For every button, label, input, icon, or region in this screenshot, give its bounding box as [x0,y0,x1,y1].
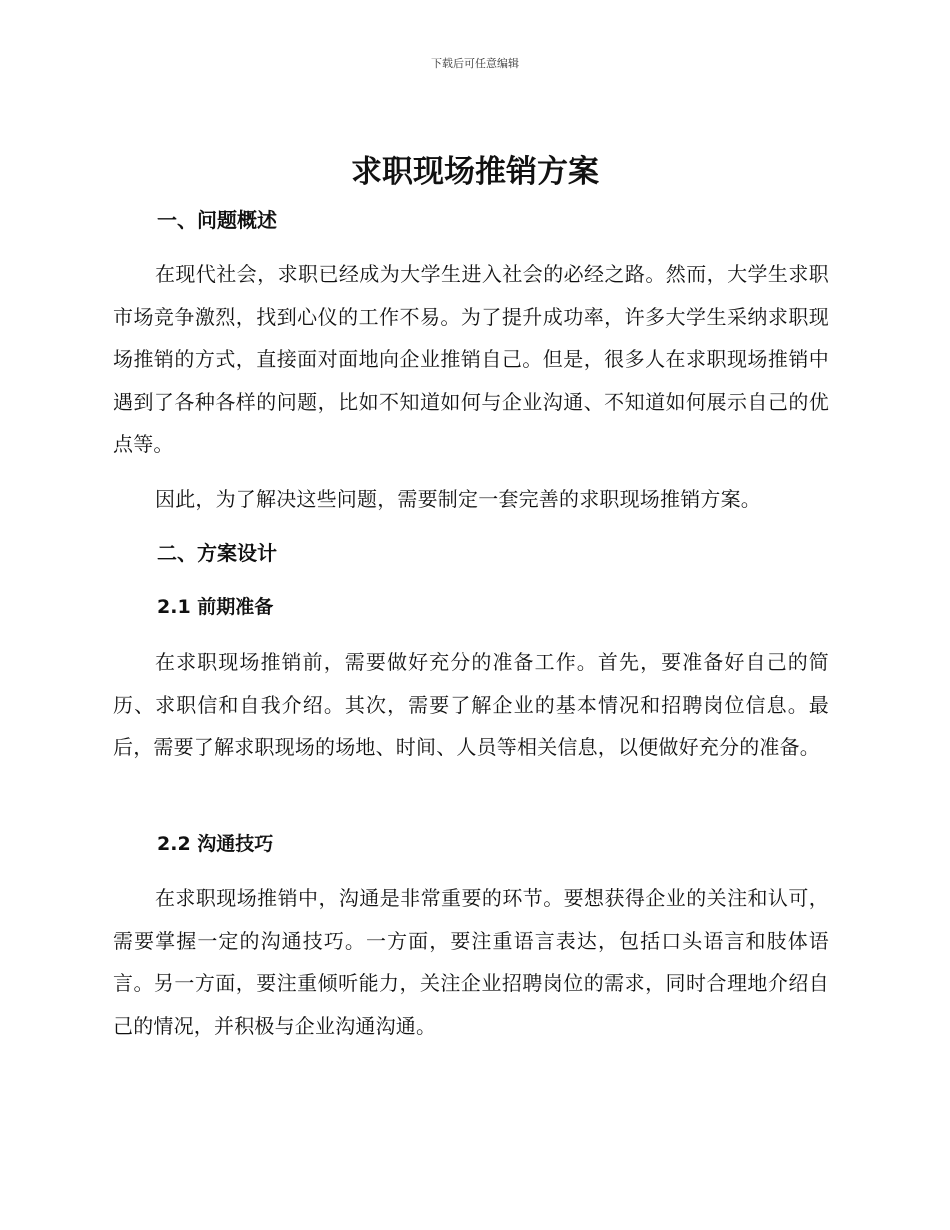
section-heading-design: 二、方案设计 [157,541,277,565]
paragraph-communication: 在求职现场推销中，沟通是非常重要的环节。要想获得企业的关注和认可，需要掌握一定的沟通技巧。一方面，要注重语言表达，包括口头语言和肢体语言。另一方面，要注重倾听能力，关注企业招聘岗位的需求，同时合理地介绍自己的情况，并积极与企业沟通沟通。 [113,886,829,1038]
paragraph-overview-1: 在现代社会，求职已经成为大学生进入社会的必经之路。然而，大学生求职市场竞争激烈，找到心仪的工作不易。为了提升成功率，许多大学生采纳求职现场推销的方式，直接面对面地向企业推销自己。但是，很多人在求职现场推销中遇到了各种各样的问题，比如不知道如何与企业沟通、不知道如何展示自己的优点等。 [113,262,829,456]
subsection-heading-preparation: 2.1 前期准备 [157,596,274,618]
subsection-heading-communication: 2.2 沟通技巧 [157,833,274,855]
paragraph-preparation: 在求职现场推销前，需要做好充分的准备工作。首先，要准备好自己的简历、求职信和自我介绍。其次，需要了解企业的基本情况和招聘岗位信息。最后，需要了解求职现场的场地、时间、人员等相关信息，以便做好充分的准备。 [113,650,829,759]
paragraph-overview-2: 因此，为了解决这些问题，需要制定一套完善的求职现场推销方案。 [155,487,761,511]
page-header-note: 下载后可任意编辑 [431,57,519,70]
section-heading-overview: 一、问题概述 [157,208,277,232]
document-title: 求职现场推销方案 [351,154,599,190]
